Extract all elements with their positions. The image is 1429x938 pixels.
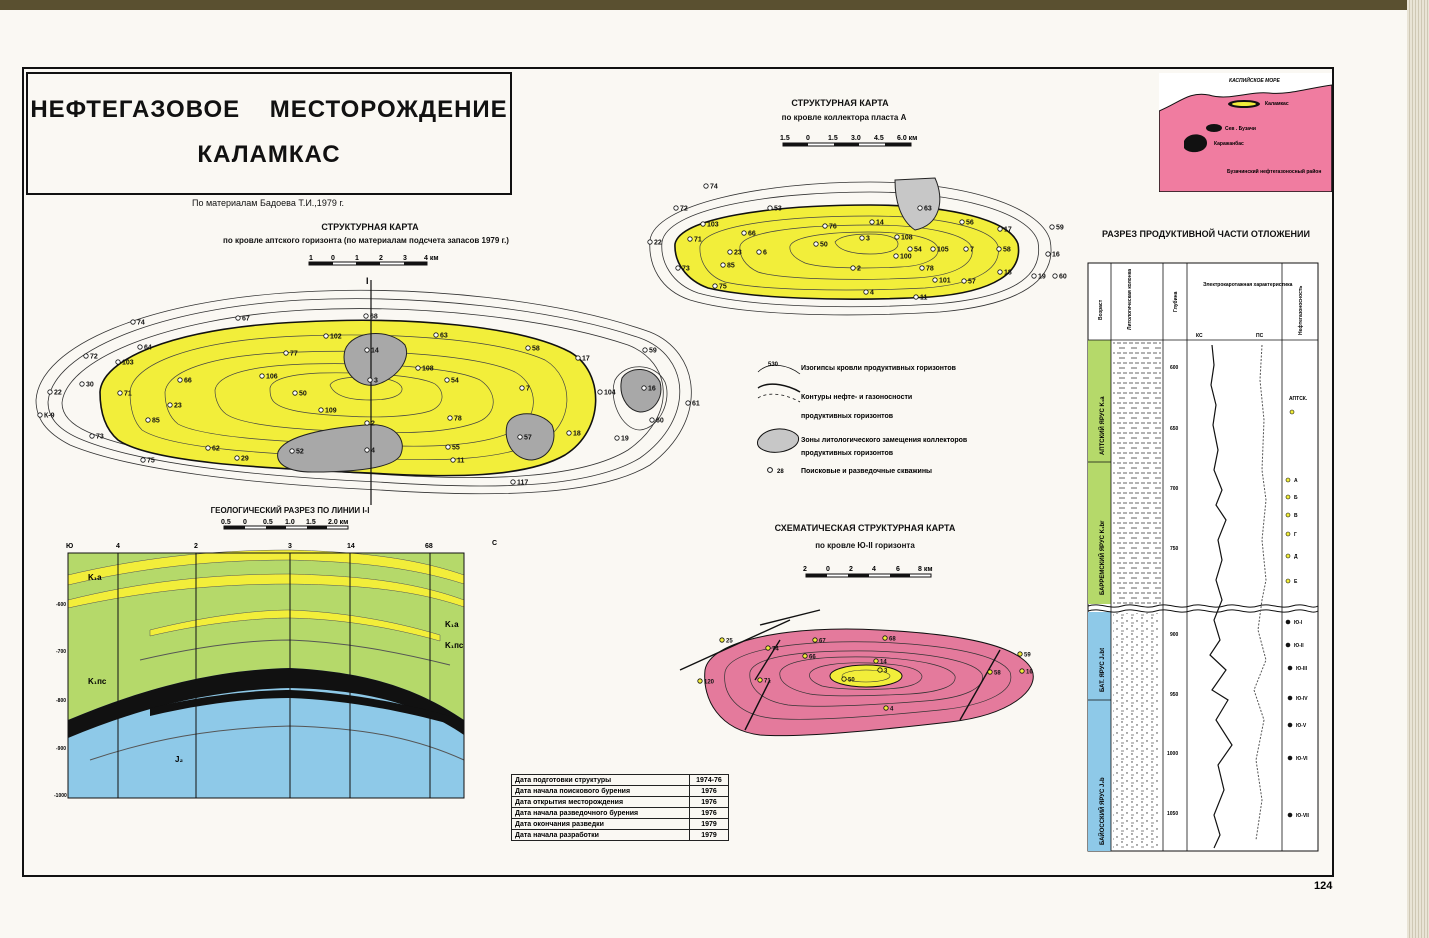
well-label: 74 (772, 646, 779, 653)
column-depth: 700 (1170, 486, 1179, 492)
well-label: 63 (440, 332, 448, 340)
well-label: К-9 (44, 412, 55, 420)
well-label: 11 (920, 294, 928, 302)
well-label: 73 (96, 433, 104, 441)
horizon-marker (1288, 813, 1292, 817)
well-label: 61 (692, 400, 700, 408)
horizon-marker (1286, 532, 1290, 536)
lithology-upper (1113, 342, 1161, 604)
well-label: 4 (371, 447, 375, 455)
well-label: 57 (524, 434, 532, 442)
date-label: Дата начала разработки (512, 830, 690, 841)
legend-label: Изогипсы кровли продуктивных горизонтов (801, 365, 956, 372)
sea-label: КАСПИЙСКОЕ МОРЕ (1229, 78, 1280, 84)
well-label: 6 (763, 249, 767, 257)
well-label: 19 (1038, 273, 1046, 281)
well-label: 117 (517, 479, 529, 487)
well-label: 78 (926, 265, 934, 273)
section-well-head: Ю (66, 543, 74, 550)
well-label: 17 (582, 355, 590, 363)
plast-a-map-title: СТРУКТУРНАЯ КАРТА (791, 98, 889, 108)
horizon-marker (1286, 554, 1290, 558)
scale-tick: 2 (803, 566, 807, 573)
well-label: 71 (764, 678, 771, 685)
section-unit: K₁a (88, 573, 102, 582)
well-label: 54 (451, 377, 459, 385)
well-label: 64 (144, 344, 152, 352)
horizon-marker (1286, 579, 1290, 583)
well-label: 101 (939, 277, 951, 285)
well-label: 120 (704, 679, 715, 686)
well-label: 4 (870, 289, 874, 297)
svg-text:28: 28 (777, 469, 784, 475)
well-label: 104 (604, 389, 616, 397)
well-label: 29 (241, 455, 249, 463)
well-label: 103 (122, 359, 134, 367)
horizon-marker (1288, 666, 1292, 670)
scale-tick: 0.5 (221, 519, 231, 526)
well-label: 16 (1052, 251, 1060, 259)
well-label: 105 (937, 246, 949, 254)
horizon-label: Ю-III (1296, 666, 1307, 672)
section-well-head: 14 (347, 543, 355, 550)
well-label: 22 (654, 239, 662, 247)
date-label: Дата начала разведочного бурения (512, 808, 690, 819)
section-depth: -1000 (54, 793, 67, 799)
scale-tick: 1.5 (828, 135, 838, 142)
well-label: 66 (809, 654, 816, 661)
scale-tick: 1.0 (285, 519, 295, 526)
horizon-label: Ю-VII (1296, 813, 1309, 819)
well-label: 16 (648, 385, 656, 393)
well-label: 3 (866, 235, 870, 243)
scale-tick: 1.5 (306, 519, 316, 526)
well-label: 85 (727, 262, 735, 270)
scale-tick: 6.0 км (897, 135, 918, 142)
well-label: 103 (707, 221, 719, 229)
scale-tick: 8 км (918, 566, 933, 573)
date-value: 1974-76 (690, 775, 729, 786)
field-label: Каражанбас (1214, 141, 1244, 147)
section-depth: -700 (56, 649, 67, 655)
section-well-head: 3 (288, 543, 292, 550)
date-label: Дата окончания разведки (512, 819, 690, 830)
section-unit: J₂ (175, 755, 184, 764)
legend-label: Зоны литологического замещения коллекторов (801, 437, 968, 444)
well-label: 17 (1004, 226, 1012, 234)
well-label: 50 (299, 390, 307, 398)
well-label: 11 (457, 457, 465, 465)
well-label: 23 (734, 249, 742, 257)
horizon-marker (1286, 643, 1290, 647)
well-label: 63 (924, 205, 932, 213)
well-label: 18 (1004, 269, 1012, 277)
column-header: Электрокаротажная характеристика (1203, 282, 1293, 288)
well-label: 72 (90, 353, 98, 361)
well-label: 68 (889, 636, 896, 643)
aptian-map-subtitle: по кровле аптского горизонта (по материалам подсчета запасов 1979 г.) (223, 236, 509, 245)
scale-tick: 4.5 (874, 135, 884, 142)
section-depth: -600 (56, 602, 67, 608)
date-value: 1979 (690, 819, 729, 830)
section-well-head: 4 (116, 543, 120, 550)
well-label: 2 (857, 265, 861, 273)
column-depth: 750 (1170, 546, 1179, 552)
well-label: 74 (710, 183, 718, 191)
horizon-label: Ю-IV (1296, 696, 1308, 702)
column-age: БАЙОССКИЙ ЯРУС J₂b (1100, 777, 1106, 845)
scale-tick: 0.5 (263, 519, 273, 526)
well-label: 50 (820, 241, 828, 249)
scale-tick: 2 (849, 566, 853, 573)
horizon-marker (1290, 410, 1294, 414)
plast-a-map-subtitle: по кровле коллектора пласта А (781, 113, 907, 122)
well-label: 62 (212, 445, 220, 453)
legend-label: Контуры нефте- и газоносности (801, 394, 913, 401)
well-label: 73 (682, 265, 690, 273)
scale-tick: 4 (872, 566, 876, 573)
well-label: 59 (649, 347, 657, 355)
lithology-lower (1113, 613, 1161, 849)
column-depth: 1050 (1167, 811, 1179, 817)
well-label: 7 (970, 246, 974, 254)
well-label: 76 (829, 223, 837, 231)
well-label: 59 (1056, 224, 1064, 232)
legend-label: продуктивных горизонтов (801, 450, 894, 457)
date-value: 1976 (690, 797, 729, 808)
section-unit: K₁пс (88, 677, 107, 686)
horizon-marker (1286, 495, 1290, 499)
section-well-head: 68 (425, 543, 433, 550)
scale-tick: 2 (379, 255, 383, 262)
well-label: 106 (266, 373, 278, 381)
well-label: 77 (290, 350, 298, 358)
well-label: 56 (966, 219, 974, 227)
horizon-label: Ю-I (1294, 620, 1303, 626)
svg-text:530: 530 (768, 362, 779, 368)
well-label: 66 (184, 377, 192, 385)
well-label: 75 (719, 283, 727, 291)
column-depth: 950 (1170, 692, 1179, 698)
well-label: 75 (147, 457, 155, 465)
horizon-label: Ю-II (1294, 643, 1304, 649)
section-well-head: С (492, 540, 498, 547)
well-label: 16 (1026, 669, 1033, 676)
column-title: РАЗРЕЗ ПРОДУКТИВНОЙ ЧАСТИ ОТЛОЖЕНИИ (1102, 229, 1310, 239)
horizon-label: Г (1294, 532, 1297, 538)
well-label: 18 (573, 430, 581, 438)
section-line-label: I (366, 276, 369, 286)
well-label: 14 (880, 659, 887, 666)
column-depth: 1000 (1167, 751, 1179, 757)
well-label: 30 (86, 381, 94, 389)
section-depth: -800 (56, 698, 67, 704)
date-value: 1976 (690, 808, 729, 819)
scale-tick: 0 (331, 255, 335, 262)
field-label: Каламкас (1265, 101, 1289, 107)
well-label: 7 (526, 385, 530, 393)
well-label: 72 (680, 205, 688, 213)
scale-tick: 2.0 км (328, 519, 349, 526)
column-header: Возраст (1098, 299, 1104, 320)
horizon-label: В (1294, 513, 1298, 519)
well-label: 59 (1024, 652, 1031, 659)
section-well-head: 2 (194, 543, 198, 550)
horizon-marker (1288, 723, 1292, 727)
well-label: 74 (137, 319, 145, 327)
well-label: 14 (371, 347, 379, 355)
well-label: 19 (621, 435, 629, 443)
well-label: 50 (848, 677, 855, 684)
title-line-2: КАЛАМКАС (197, 141, 341, 168)
well-label: 14 (876, 219, 884, 227)
well-label: 54 (914, 246, 922, 254)
scale-tick: 4 км (424, 255, 439, 262)
well-label: 53 (774, 205, 782, 213)
field-label: Сев . Бузачи (1225, 126, 1256, 132)
horizon-label: Б (1294, 495, 1298, 501)
well-label: 67 (242, 315, 250, 323)
column-age: АПТСКИЙ ЯРУС K₁a (1100, 396, 1106, 455)
source-credit: По материалам Бадоева Т.И.,1979 г. (192, 198, 345, 208)
scale-tick: 6 (896, 566, 900, 573)
date-value: 1976 (690, 786, 729, 797)
well-label: 109 (325, 407, 337, 415)
horizon-label: Д (1294, 554, 1298, 560)
column-depth: 650 (1170, 426, 1179, 432)
well-label: 60 (1059, 273, 1067, 281)
date-label: Дата открытия месторождения (512, 797, 690, 808)
well-label: 2 (371, 420, 375, 428)
well-label: 71 (124, 390, 132, 398)
horizon-label: А (1294, 478, 1298, 484)
well-label: 58 (994, 670, 1001, 677)
legend-label: Поисковые и разведочные скважины (801, 468, 933, 475)
horizon-label: Ю-V (1296, 723, 1307, 729)
section-unit: K₁a (445, 620, 459, 629)
horizon-label: Ю-VI (1296, 756, 1308, 762)
section-title: ГЕОЛОГИЧЕСКИЙ РАЗРЕЗ ПО ЛИНИИ I-I (210, 506, 370, 515)
well-label: 57 (968, 278, 976, 286)
well-label: 22 (54, 389, 62, 397)
column-age: БАРРЕМСКИЙ ЯРУС K₁br (1100, 520, 1106, 595)
log-label: ПС (1256, 333, 1264, 339)
well-label: 108 (422, 365, 434, 373)
horizon-marker (1288, 756, 1292, 760)
well-label: 3 (884, 668, 888, 675)
horizon-marker (1288, 696, 1292, 700)
legend-label: продуктивных горизонтов (801, 413, 894, 420)
well-label: 60 (656, 417, 664, 425)
horizon-label: АПТСК. (1289, 396, 1308, 402)
scale-tick: 3.0 (851, 135, 861, 142)
section-depth: -900 (56, 746, 67, 752)
date-value: 1979 (690, 830, 729, 841)
well-label: 25 (726, 638, 733, 645)
well-label: 58 (1003, 246, 1011, 254)
scale-tick: 1 (309, 255, 313, 262)
horizon-marker (1286, 513, 1290, 517)
page-number: 124 (1314, 880, 1333, 892)
aptian-map-title: СТРУКТУРНАЯ КАРТА (321, 222, 419, 232)
well-label: 66 (748, 230, 756, 238)
column-age: БАТ. ЯРУС J₂bt (1100, 647, 1106, 692)
well-label: 55 (452, 444, 460, 452)
well-label: 100 (900, 253, 912, 261)
well-label: 67 (819, 638, 826, 645)
yu2-map-title: СХЕМАТИЧЕСКАЯ СТРУКТУРНАЯ КАРТА (774, 523, 956, 533)
well-label: 4 (890, 706, 894, 713)
well-label: 58 (532, 345, 540, 353)
well-label: 71 (694, 236, 702, 244)
section-unit: K₁пс (445, 641, 464, 650)
scale-tick: 0 (243, 519, 247, 526)
region-label: Бузачинский нефтегазоносный район (1227, 169, 1322, 175)
horizon-label: Е (1294, 579, 1298, 585)
column-depth: 900 (1170, 632, 1179, 638)
scale-tick: 3 (403, 255, 407, 262)
title-line-1: НЕФТЕГАЗОВОЕ МЕСТОРОЖДЕНИЕ (30, 96, 508, 123)
column-header: Нефтегазоносность (1298, 285, 1304, 335)
column-header: Глубина (1173, 291, 1179, 312)
log-label: КС (1196, 333, 1203, 339)
well-label: 85 (152, 417, 160, 425)
scale-tick: 1.5 (780, 135, 790, 142)
scale-tick: 1 (355, 255, 359, 262)
well-label: 78 (454, 415, 462, 423)
scale-tick: 0 (826, 566, 830, 573)
column-header: Литологическая колонка (1127, 268, 1133, 330)
horizon-marker (1286, 620, 1290, 624)
column-depth: 600 (1170, 365, 1179, 371)
date-label: Дата начала поискового бурения (512, 786, 690, 797)
date-label: Дата подготовки структуры (512, 775, 690, 786)
well-label: 102 (330, 333, 342, 341)
well-label: 23 (174, 402, 182, 410)
well-label: 52 (296, 448, 304, 456)
scale-tick: 0 (806, 135, 810, 142)
yu2-map-subtitle: по кровле Ю-II горизонта (815, 541, 915, 550)
well-label: 108 (901, 234, 913, 242)
horizon-marker (1286, 478, 1290, 482)
well-label: 3 (374, 377, 378, 385)
well-label: 68 (370, 313, 378, 321)
